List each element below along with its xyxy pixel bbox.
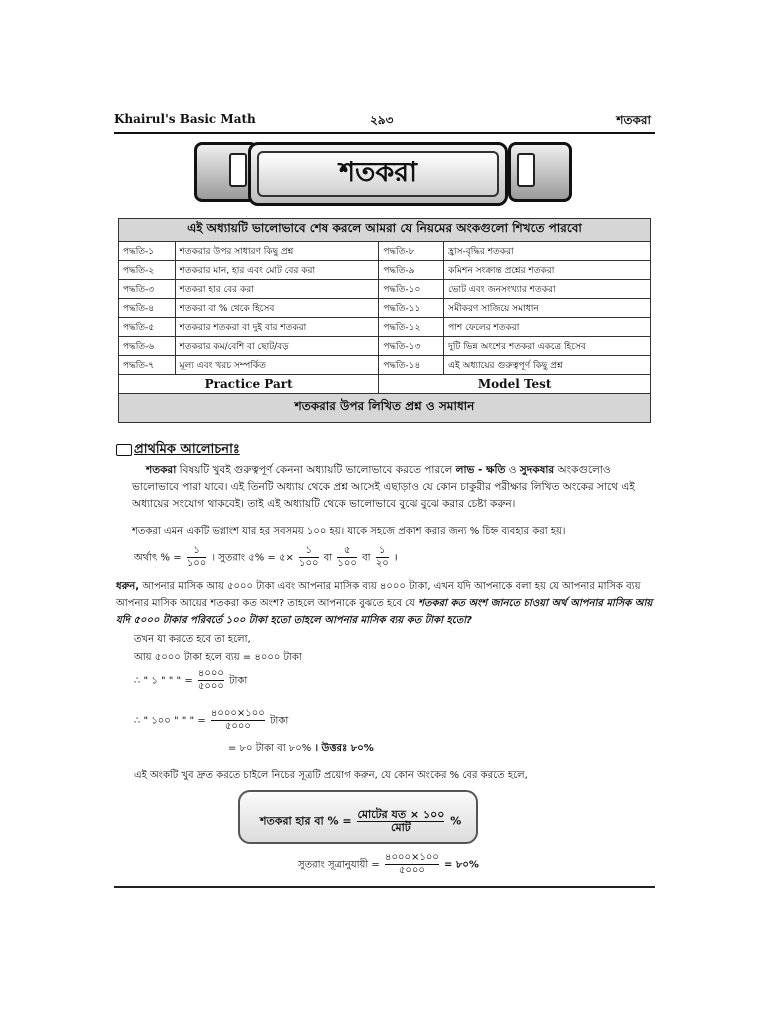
topic-row [119,299,651,318]
or-1: বা [323,552,333,564]
result-line [298,852,479,877]
method-number: পদ্ধতি-১ [119,242,176,261]
method-number: পদ্ধতি-১৩ [379,337,444,356]
quick-tip: এই অংকটি খুব দ্রুত করতে চাইলে নিচের সূত্রটি প্রয়োগ করুন, যে কোন অংকের % বের করতে হলে, [134,770,528,781]
banner-left-bracket-icon [229,153,247,187]
work-line-3-prefix: ∴ " ১০০ " " " = [134,715,206,727]
method-description: শতকরার উপর সাধারণ কিছু প্রশ্ন [175,242,379,261]
topics-table [118,218,651,423]
example-end: । [393,552,398,564]
topics-heading: এই অধ্যায়টি ভালোভাবে শেষ করলে আমরা যে নিয়মের অংকগুলো শিখতে পারবো [119,219,651,242]
method-description: শতকরার কম/বেশি বা ছোট/বড় [175,337,379,356]
folder-icon [116,444,132,456]
model-test: Model Test [379,375,651,394]
or-2: বা [362,552,371,564]
topic-row [119,261,651,280]
result-prefix: সুতরাং সূত্রানুযায়ী = [298,859,380,871]
percent-example [134,545,398,570]
formula-box [238,790,478,844]
fraction-1: $\frac{১}{১০০}$ [186,545,207,569]
assume-paragraph [116,578,657,629]
example-prefix: অর্থাৎ % = [134,552,182,564]
intro-text-2: ও [505,464,520,476]
banner-right-cap [508,142,572,202]
intro-bold-2: লাভ - ক্ষতি [455,464,506,476]
formula-lhs: শতকরা হার বা % = [260,814,352,828]
method-description: পাশ ফেলের শতকরা [444,318,651,337]
fraction-4: $\frac{১}{২০}$ [375,545,389,569]
topic-row [119,242,651,261]
method-number: পদ্ধতি-৩ [119,280,176,299]
formula-unit: % [450,814,462,828]
intro-paragraph [132,462,657,513]
work-fraction-2: $\frac{৪০০০}{৫০০০}$ [197,668,224,692]
practice-part: Practice Part [119,375,379,394]
method-number: পদ্ধতি-৮ [379,242,444,261]
definition-line: শতকরা এমন একটি ভগ্নাংশ যার হর সবসময় ১০০ হয়। যাকে সহজে প্রকাশ করার জন্য % চিহ্ন ব্যবহার করা হয়। [132,526,566,537]
method-description: শতকরা বা % থেকে হিসেব [175,299,379,318]
page-header [114,110,655,134]
assume-italic: শতকরা কত অংশ জানতে চাওয়া অর্থ আপনার মাসিক আয় যদি ৫০০০ টাকার পরিবর্তে ১০০ টাকা হতো তাহলে আপনার মাসিক ব্যয় কত টাকা হতো? [116,598,653,626]
chapter-title: শতকরা [257,151,499,197]
work-line-1: আয় ৫০০০ টাকা হলে ব্যয় = ৪০০০ টাকা [134,652,302,663]
method-description: শতকরার মান, হার এবং মোট বের করা [175,261,379,280]
section-title: প্রাথমিক আলোচনাঃ [134,442,240,457]
method-number: পদ্ধতি-৬ [119,337,176,356]
method-number: পদ্ধতি-১২ [379,318,444,337]
method-description: সমীকরণ সাজিয়ে সমাধান [444,299,651,318]
fraction-3: $\frac{৫}{১০০}$ [337,545,357,569]
method-number: পদ্ধতি-১৪ [379,356,444,375]
book-title: Khairul's Basic Math [114,112,256,126]
method-number: পদ্ধতি-৪ [119,299,176,318]
intro-text-1: বিষয়টি খুবই গুরুত্বপূর্ণ কেননা অধ্যায়টি ভালোভাবে করতে পারলে [176,464,456,476]
work-line-4 [228,741,374,758]
topic-row [119,280,651,299]
topic-row [119,356,651,375]
chapter-title-banner [248,142,508,206]
method-number: পদ্ধতি-১০ [379,280,444,299]
topics-rows [119,242,651,375]
assume-label: ধরুন, [116,581,140,592]
work-line-3-unit: টাকা [269,715,289,727]
result-value: = ৮০% [444,859,479,871]
fraction-2: $\frac{১}{১০০}$ [299,545,319,569]
formula-content [260,809,461,834]
method-description: কমিশন সংক্রান্ত প্রশ্নের শতকরা [444,261,651,280]
chapter-name: শতকরা [616,113,651,127]
method-number: পদ্ধতি-৯ [379,261,444,280]
page-number: ২৯৩ [370,113,394,127]
assume-text: আপনার মাসিক আয় ৫০০০ টাকা এবং আপনার মাসিক ব্যয় ৪০০০ টাকা, এখন যদি আপনাকে বলা হয় যে আপনার মাসিক ব্যয় আপনার মাসিক আয়ের শতকরা কত অংশ? তাহলে আপনাকে বুঝতে হবে যে [116,581,641,609]
work-line-2 [134,668,247,693]
method-number: পদ্ধতি-১১ [379,299,444,318]
method-number: পদ্ধতি-২ [119,261,176,280]
method-number: পদ্ধতি-৫ [119,318,176,337]
work-line-3 [134,708,288,733]
work-intro: তখন যা করতে হবে তা হলো, [134,634,251,645]
work-line-2-prefix: ∴ " ১ " " " = [134,675,193,687]
section-heading [116,440,240,461]
intro-bold-word: শতকরা [146,464,177,476]
example-mid: । সুতরাং ৫% = ৫× [211,552,294,564]
method-description: এই অধ্যায়ের গুরুত্বপূর্ণ কিছু প্রশ্ন [444,356,651,375]
banner-right-bracket-icon [517,153,535,187]
method-description: শতকরার শতকরা বা দুই বার শতকরা [175,318,379,337]
method-description: শতকরা হার বের করা [175,280,379,299]
written-questions-heading: শতকরার উপর লিখিত প্রশ্ন ও সমাধান [119,394,651,423]
work-result: = ৮০ টাকা বা ৮০% [228,743,312,754]
intro-bold-3: সুদকষার [519,464,555,476]
method-description: দুটি ভিন্ন অংশের শতকরা একত্রে হিসেব [444,337,651,356]
method-description: মূল্য এবং খরচ সম্পর্কিত [175,356,379,375]
intro-text-3: অংকগুলোও ভালোভাবে পারা যাবে। এই তিনটি অধ্যায় থেকে প্রশ্ন আসেই এছাড়াও যে কোন চাকুরীর পরীক্ষার লিখিত অংকের সাথে এই অধ্যায়ের সংযোগ থাকবেই। তাই এই অধ্যায়টি থেকে ভালোভাবে বুঝে বুঝে করার চেষ্টা করুন। [132,464,635,510]
method-number: পদ্ধতি-৭ [119,356,176,375]
formula-fraction: $\frac{\text{মোটের যত × ১০০}}{\text{মোট}}$ [357,808,445,834]
topic-row [119,337,651,356]
method-description: হ্রাস-বৃদ্ধির শতকরা [444,242,651,261]
result-fraction: $\frac{৪০০০\times ১০০}{৫০০০}$ [384,852,439,876]
work-answer: । উত্তরঃ ৮০% [314,743,374,754]
topic-row [119,318,651,337]
work-line-2-unit: টাকা [229,675,248,687]
method-description: ভোট এবং জনসংখ্যার শতকরা [444,280,651,299]
work-fraction-3: $\frac{৪০০০\times ১০০}{৫০০০}$ [210,708,265,732]
footer-rule [114,886,655,888]
